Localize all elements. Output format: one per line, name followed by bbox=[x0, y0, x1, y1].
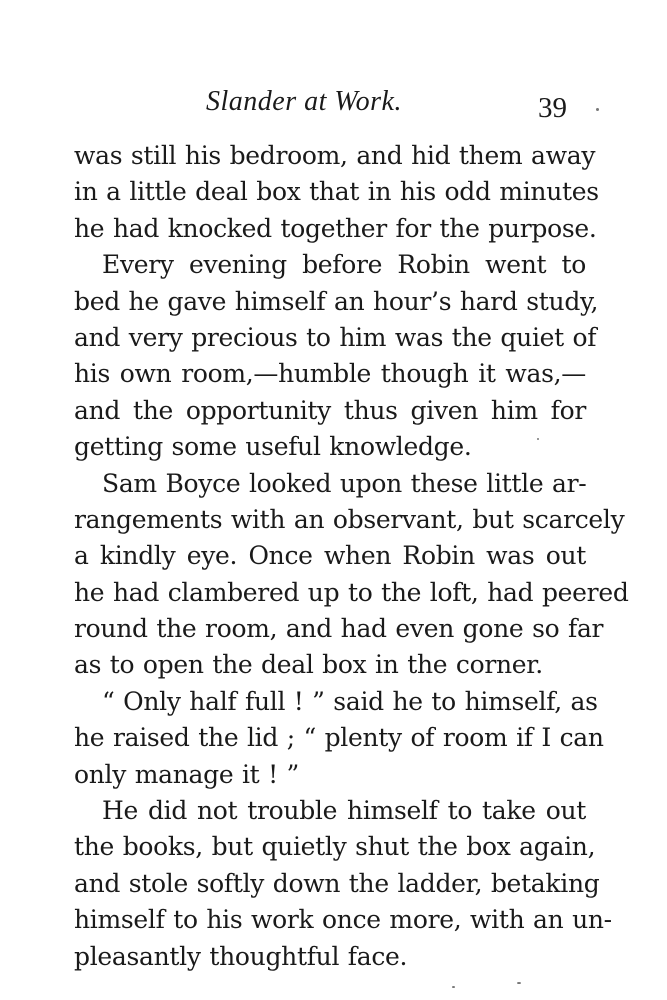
page-speck bbox=[452, 986, 455, 988]
text-line: and stole softly down the ladder, betaking bbox=[74, 868, 600, 898]
page-number: 39 bbox=[538, 92, 567, 124]
page-speck bbox=[596, 108, 599, 111]
running-title: Slander at Work. bbox=[206, 86, 402, 117]
text-line: getting some useful knowledge. bbox=[74, 432, 472, 462]
text-line: rangements with an observant, but scarcely bbox=[74, 504, 625, 534]
page-speck bbox=[517, 982, 521, 984]
body-text bbox=[74, 138, 629, 975]
running-head bbox=[0, 86, 667, 126]
text-line: a kindly eye. Once when Robin was out bbox=[74, 541, 586, 571]
text-line: only manage it ! ” bbox=[74, 759, 299, 789]
text-line: and very precious to him was the quiet of bbox=[74, 322, 597, 352]
text-line: the books, but quietly shut the box again, bbox=[74, 832, 596, 862]
text-line: round the room, and had even gone so far bbox=[74, 614, 604, 644]
text-line: as to open the deal box in the corner. bbox=[74, 650, 543, 680]
text-line: his own room,—humble though it was,— bbox=[74, 359, 586, 389]
text-line: was still his bedroom, and hid them away bbox=[74, 141, 596, 170]
text-line: He did not trouble himself to take out bbox=[102, 796, 586, 826]
text-line: Sam Boyce looked upon these little ar- bbox=[102, 468, 587, 498]
text-line: himself to his work once more, with an un- bbox=[74, 905, 612, 935]
text-line: “ Only half full ! ” said he to himself, as bbox=[102, 686, 598, 716]
text-line: he had clambered up to the loft, had peered bbox=[74, 577, 629, 607]
text-line: and the opportunity thus given him for bbox=[74, 395, 586, 425]
text-line: he had knocked together for the purpose. bbox=[74, 213, 597, 243]
text-line: in a little deal box that in his odd minutes bbox=[74, 177, 599, 207]
text-line: pleasantly thoughtful face. bbox=[74, 941, 408, 971]
text-line: bed he gave himself an hour’s hard study, bbox=[74, 286, 599, 316]
text-line: Every evening before Robin went to bbox=[102, 250, 586, 280]
text-line: he raised the lid ; “ plenty of room if I can bbox=[74, 723, 604, 753]
